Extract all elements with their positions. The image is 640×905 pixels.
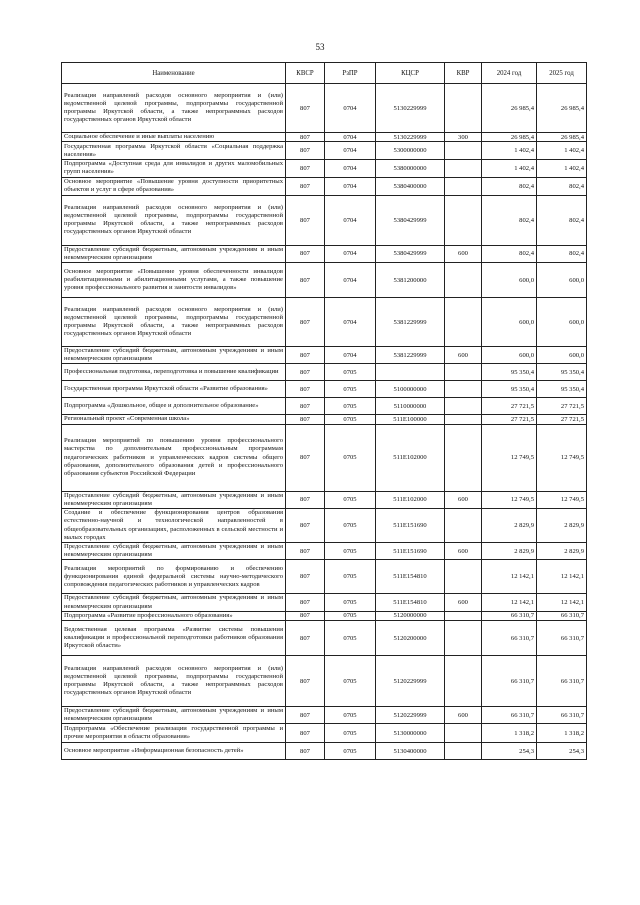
row-kcsr: 5120229999 [376,707,445,724]
row-rzpr: 0705 [325,743,376,760]
table-row [62,195,587,245]
row-kvr [445,84,482,133]
row-kcsr: 511E151690 [376,509,445,543]
row-kvr [445,398,482,415]
row-kcsr: 5120229999 [376,656,445,707]
row-amount-2024: 1 402,4 [482,142,537,160]
header-2025: 2025 год [537,63,587,84]
row-kvsr: 807 [286,84,325,133]
row-amount-2024: 2 829,9 [482,543,537,560]
row-kcsr: 5380400000 [376,177,445,195]
row-amount-2025: 1 402,4 [537,160,587,177]
table-row [62,298,587,347]
row-kvr: 600 [445,491,482,508]
row-amount-2024: 66 310,7 [482,621,537,656]
row-kvr [445,509,482,543]
row-amount-2025: 12 142,1 [537,560,587,594]
row-amount-2025: 12 749,5 [537,424,587,491]
table-row [62,424,587,491]
row-rzpr: 0705 [325,424,376,491]
row-amount-2025: 66 310,7 [537,621,587,656]
row-name: Профессиональная подготовка, переподготовка и повышение квалификации [62,364,286,381]
row-amount-2024: 95 350,4 [482,381,537,398]
header-kvsr: КВСР [286,63,325,84]
row-kvsr: 807 [286,298,325,347]
row-name: Основное мероприятие «Повышение уровня обеспеченности инвалидов реабилитационными и абилитационными услугами, а также повышение уровня профессионального развития и занятости инвалидов» [62,263,286,298]
row-rzpr: 0705 [325,398,376,415]
row-rzpr: 0704 [325,160,376,177]
row-kvr [445,424,482,491]
row-kcsr: 5130229999 [376,84,445,133]
row-amount-2025: 26 985,4 [537,133,587,142]
row-kcsr [376,364,445,381]
row-name: Подпрограмма «Обеспечение реализации государственной программы и прочие мероприятия в области образования» [62,724,286,743]
row-kvsr: 807 [286,491,325,508]
table-row [62,177,587,195]
row-amount-2024: 600,0 [482,263,537,298]
table-body [62,84,587,760]
page-number: 53 [315,42,325,52]
row-name: Предоставление субсидий бюджетным, автономным учреждениям и иным некоммерческим организациям [62,491,286,508]
row-amount-2024: 27 721,5 [482,415,537,424]
row-amount-2025: 66 310,7 [537,707,587,724]
row-amount-2024: 802,4 [482,177,537,195]
row-kvr [445,611,482,620]
row-amount-2025: 95 350,4 [537,364,587,381]
row-kvsr: 807 [286,611,325,620]
row-kvsr: 807 [286,594,325,611]
row-name: Государственная программа Иркутской области «Социальная поддержка населения» [62,142,286,160]
row-kvr [445,656,482,707]
table-row [62,263,587,298]
row-amount-2024: 600,0 [482,298,537,347]
row-amount-2025: 600,0 [537,347,587,364]
row-kcsr: 5130000000 [376,724,445,743]
row-amount-2024: 600,0 [482,347,537,364]
row-amount-2025: 2 829,9 [537,543,587,560]
row-rzpr: 0705 [325,415,376,424]
row-amount-2025: 27 721,5 [537,415,587,424]
row-kvsr: 807 [286,347,325,364]
row-rzpr: 0704 [325,142,376,160]
row-kcsr: 5381200000 [376,263,445,298]
row-kvr [445,160,482,177]
row-rzpr: 0705 [325,656,376,707]
row-kvr [445,195,482,245]
header-2024: 2024 год [482,63,537,84]
row-kvsr: 807 [286,177,325,195]
row-kcsr: 511E154810 [376,560,445,594]
row-kvr: 600 [445,245,482,262]
row-amount-2024: 254,3 [482,743,537,760]
row-amount-2024: 12 142,1 [482,560,537,594]
row-rzpr: 0705 [325,543,376,560]
row-kvsr: 807 [286,133,325,142]
row-amount-2025: 26 985,4 [537,84,587,133]
row-amount-2024: 802,4 [482,195,537,245]
table-row [62,415,587,424]
row-amount-2025: 600,0 [537,298,587,347]
table-row [62,491,587,508]
row-kvr [445,415,482,424]
row-rzpr: 0704 [325,84,376,133]
row-amount-2025: 2 829,9 [537,509,587,543]
row-kvr: 300 [445,133,482,142]
row-kvsr: 807 [286,743,325,760]
row-kvsr: 807 [286,415,325,424]
row-kvsr: 807 [286,364,325,381]
row-name: Основное мероприятие «Информационная безопасность детей» [62,743,286,760]
row-kcsr: 5100000000 [376,381,445,398]
row-kvsr: 807 [286,560,325,594]
row-name: Создание и обеспечение функционирования центров образования естественно-научной и технологической направленностей в общеобразовательных организациях, расположенных в сельской местности и малых городах [62,509,286,543]
table-row [62,160,587,177]
row-amount-2025: 66 310,7 [537,611,587,620]
row-amount-2024: 12 749,5 [482,424,537,491]
table-row [62,381,587,398]
row-kvsr: 807 [286,245,325,262]
row-rzpr: 0705 [325,707,376,724]
table-row [62,594,587,611]
row-kvr [445,381,482,398]
row-name: Реализация направлений расходов основного мероприятия и (или) ведомственной целевой программы, подпрограммы государственной программы Иркутской области, а также непрограммных расходов государственных органов Иркутской области [62,195,286,245]
table-row [62,398,587,415]
row-name: Предоставление субсидий бюджетным, автономным учреждениям и иным некоммерческим организациям [62,707,286,724]
row-amount-2024: 802,4 [482,245,537,262]
row-rzpr: 0704 [325,245,376,262]
row-rzpr: 0705 [325,621,376,656]
row-kcsr: 511E102000 [376,424,445,491]
row-name: Реализация мероприятий по формированию и обеспечению функционирования единой федеральной системы научно-методического сопровождения педагогических работников и управленческих кадров [62,560,286,594]
row-kvsr: 807 [286,381,325,398]
row-amount-2025: 802,4 [537,177,587,195]
row-kvsr: 807 [286,724,325,743]
row-amount-2025: 254,3 [537,743,587,760]
header-rzpr: РзПР [325,63,376,84]
row-rzpr: 0705 [325,560,376,594]
table-row [62,245,587,262]
row-amount-2025: 66 310,7 [537,656,587,707]
row-name: Реализация направлений расходов основного мероприятия и (или) ведомственной целевой программы, подпрограммы государственной программы Иркутской области, а также непрограммных расходов государственных органов Иркутской области [62,656,286,707]
row-amount-2025: 27 721,5 [537,398,587,415]
row-name: Предоставление субсидий бюджетным, автономным учреждениям и иным некоммерческим организациям [62,245,286,262]
row-name: Предоставление субсидий бюджетным, автономным учреждениям и иным некоммерческим организациям [62,347,286,364]
row-rzpr: 0705 [325,611,376,620]
row-rzpr: 0705 [325,594,376,611]
row-amount-2025: 600,0 [537,263,587,298]
row-kvr: 600 [445,707,482,724]
row-amount-2024: 27 721,5 [482,398,537,415]
table-row [62,656,587,707]
row-kvsr: 807 [286,195,325,245]
table-row [62,543,587,560]
row-kcsr: 5120000000 [376,611,445,620]
row-kvsr: 807 [286,509,325,543]
row-amount-2025: 12 142,1 [537,594,587,611]
table-row [62,743,587,760]
row-amount-2025: 802,4 [537,245,587,262]
row-kvr [445,743,482,760]
row-kvsr: 807 [286,398,325,415]
row-kcsr: 5380429999 [376,195,445,245]
row-rzpr: 0705 [325,364,376,381]
row-rzpr: 0704 [325,133,376,142]
table-row [62,142,587,160]
row-kcsr: 5120200000 [376,621,445,656]
row-kvr [445,364,482,381]
row-kvsr: 807 [286,424,325,491]
table-row [62,509,587,543]
table-row [62,611,587,620]
row-amount-2024: 66 310,7 [482,707,537,724]
row-name: Подпрограмма «Развитие профессионального образования» [62,611,286,620]
header-kcsr: КЦСР [376,63,445,84]
table-row [62,133,587,142]
row-kcsr: 5380000000 [376,160,445,177]
row-rzpr: 0704 [325,263,376,298]
table-row [62,707,587,724]
table-header-row [62,63,587,84]
table-row [62,347,587,364]
row-kvr [445,724,482,743]
header-name: Наименование [62,63,286,84]
row-amount-2024: 26 985,4 [482,84,537,133]
row-kcsr: 5110000000 [376,398,445,415]
row-amount-2024: 66 310,7 [482,656,537,707]
table-row [62,724,587,743]
row-name: Предоставление субсидий бюджетным, автономным учреждениям и иным некоммерческим организациям [62,594,286,611]
row-kcsr: 511E102000 [376,491,445,508]
row-rzpr: 0705 [325,491,376,508]
row-kcsr: 511E100000 [376,415,445,424]
row-kvsr: 807 [286,142,325,160]
row-name: Ведомственная целевая программа «Развитие системы повышения квалификации и профессиональной переподготовки работников образования Иркутской области» [62,621,286,656]
row-kvr [445,621,482,656]
row-amount-2024: 1 402,4 [482,160,537,177]
row-name: Социальное обеспечение и иные выплаты населению [62,133,286,142]
row-kvr [445,560,482,594]
row-name: Государственная программа Иркутской области «Развитие образования» [62,381,286,398]
row-kvr: 600 [445,594,482,611]
row-amount-2024: 12 142,1 [482,594,537,611]
row-amount-2025: 1 402,4 [537,142,587,160]
row-amount-2024: 2 829,9 [482,509,537,543]
row-kcsr: 5381229999 [376,298,445,347]
row-kcsr: 5381229999 [376,347,445,364]
row-kcsr: 5300000000 [376,142,445,160]
row-kcsr: 511E151690 [376,543,445,560]
row-rzpr: 0704 [325,195,376,245]
row-kcsr: 5130400000 [376,743,445,760]
header-kvr: КВР [445,63,482,84]
row-kcsr: 511E154810 [376,594,445,611]
row-name: Подпрограмма «Доступная среда для инвалидов и других маломобильных групп населения» [62,160,286,177]
row-amount-2025: 12 749,5 [537,491,587,508]
row-amount-2025: 802,4 [537,195,587,245]
row-name: Предоставление субсидий бюджетным, автономным учреждениям и иным некоммерческим организациям [62,543,286,560]
row-kvsr: 807 [286,160,325,177]
row-name: Реализация направлений расходов основного мероприятия и (или) ведомственной целевой программы, подпрограммы государственной программы Иркутской области, а также непрограммных расходов государственных органов Иркутской области [62,84,286,133]
row-kcsr: 5130229999 [376,133,445,142]
row-kvr: 600 [445,543,482,560]
row-rzpr: 0705 [325,724,376,743]
table-row [62,84,587,133]
row-kvr [445,298,482,347]
row-rzpr: 0704 [325,347,376,364]
table-row [62,560,587,594]
row-amount-2025: 95 350,4 [537,381,587,398]
row-kvr: 600 [445,347,482,364]
table-row [62,621,587,656]
row-kvsr: 807 [286,656,325,707]
row-amount-2024: 66 310,7 [482,611,537,620]
row-kcsr: 5380429999 [376,245,445,262]
row-amount-2024: 12 749,5 [482,491,537,508]
row-amount-2025: 1 318,2 [537,724,587,743]
row-kvsr: 807 [286,707,325,724]
row-name: Региональный проект «Современная школа» [62,415,286,424]
row-kvsr: 807 [286,621,325,656]
row-rzpr: 0704 [325,298,376,347]
row-rzpr: 0705 [325,381,376,398]
row-name: Основное мероприятие «Повышение уровня доступности приоритетных объектов и услуг в сфере образования» [62,177,286,195]
table-row [62,364,587,381]
row-name: Подпрограмма «Дошкольное, общее и дополнительное образование» [62,398,286,415]
row-kvr [445,142,482,160]
row-rzpr: 0704 [325,177,376,195]
row-amount-2024: 95 350,4 [482,364,537,381]
row-amount-2024: 1 318,2 [482,724,537,743]
row-name: Реализация направлений расходов основного мероприятия и (или) ведомственной целевой программы, подпрограммы государственной программы Иркутской области, а также непрограммных расходов государственных органов Иркутской области [62,298,286,347]
row-rzpr: 0705 [325,509,376,543]
row-amount-2024: 26 985,4 [482,133,537,142]
row-name: Реализация мероприятий по повышению уровня профессионального мастерства по дополнительным профессиональным программам педагогических работников и управленческих кадров системы общего образования, дополнительного образования детей и профессионального образования субъектов Российской Федерации [62,424,286,491]
row-kvsr: 807 [286,543,325,560]
row-kvr [445,263,482,298]
row-kvsr: 807 [286,263,325,298]
budget-table [61,62,587,760]
row-kvr [445,177,482,195]
